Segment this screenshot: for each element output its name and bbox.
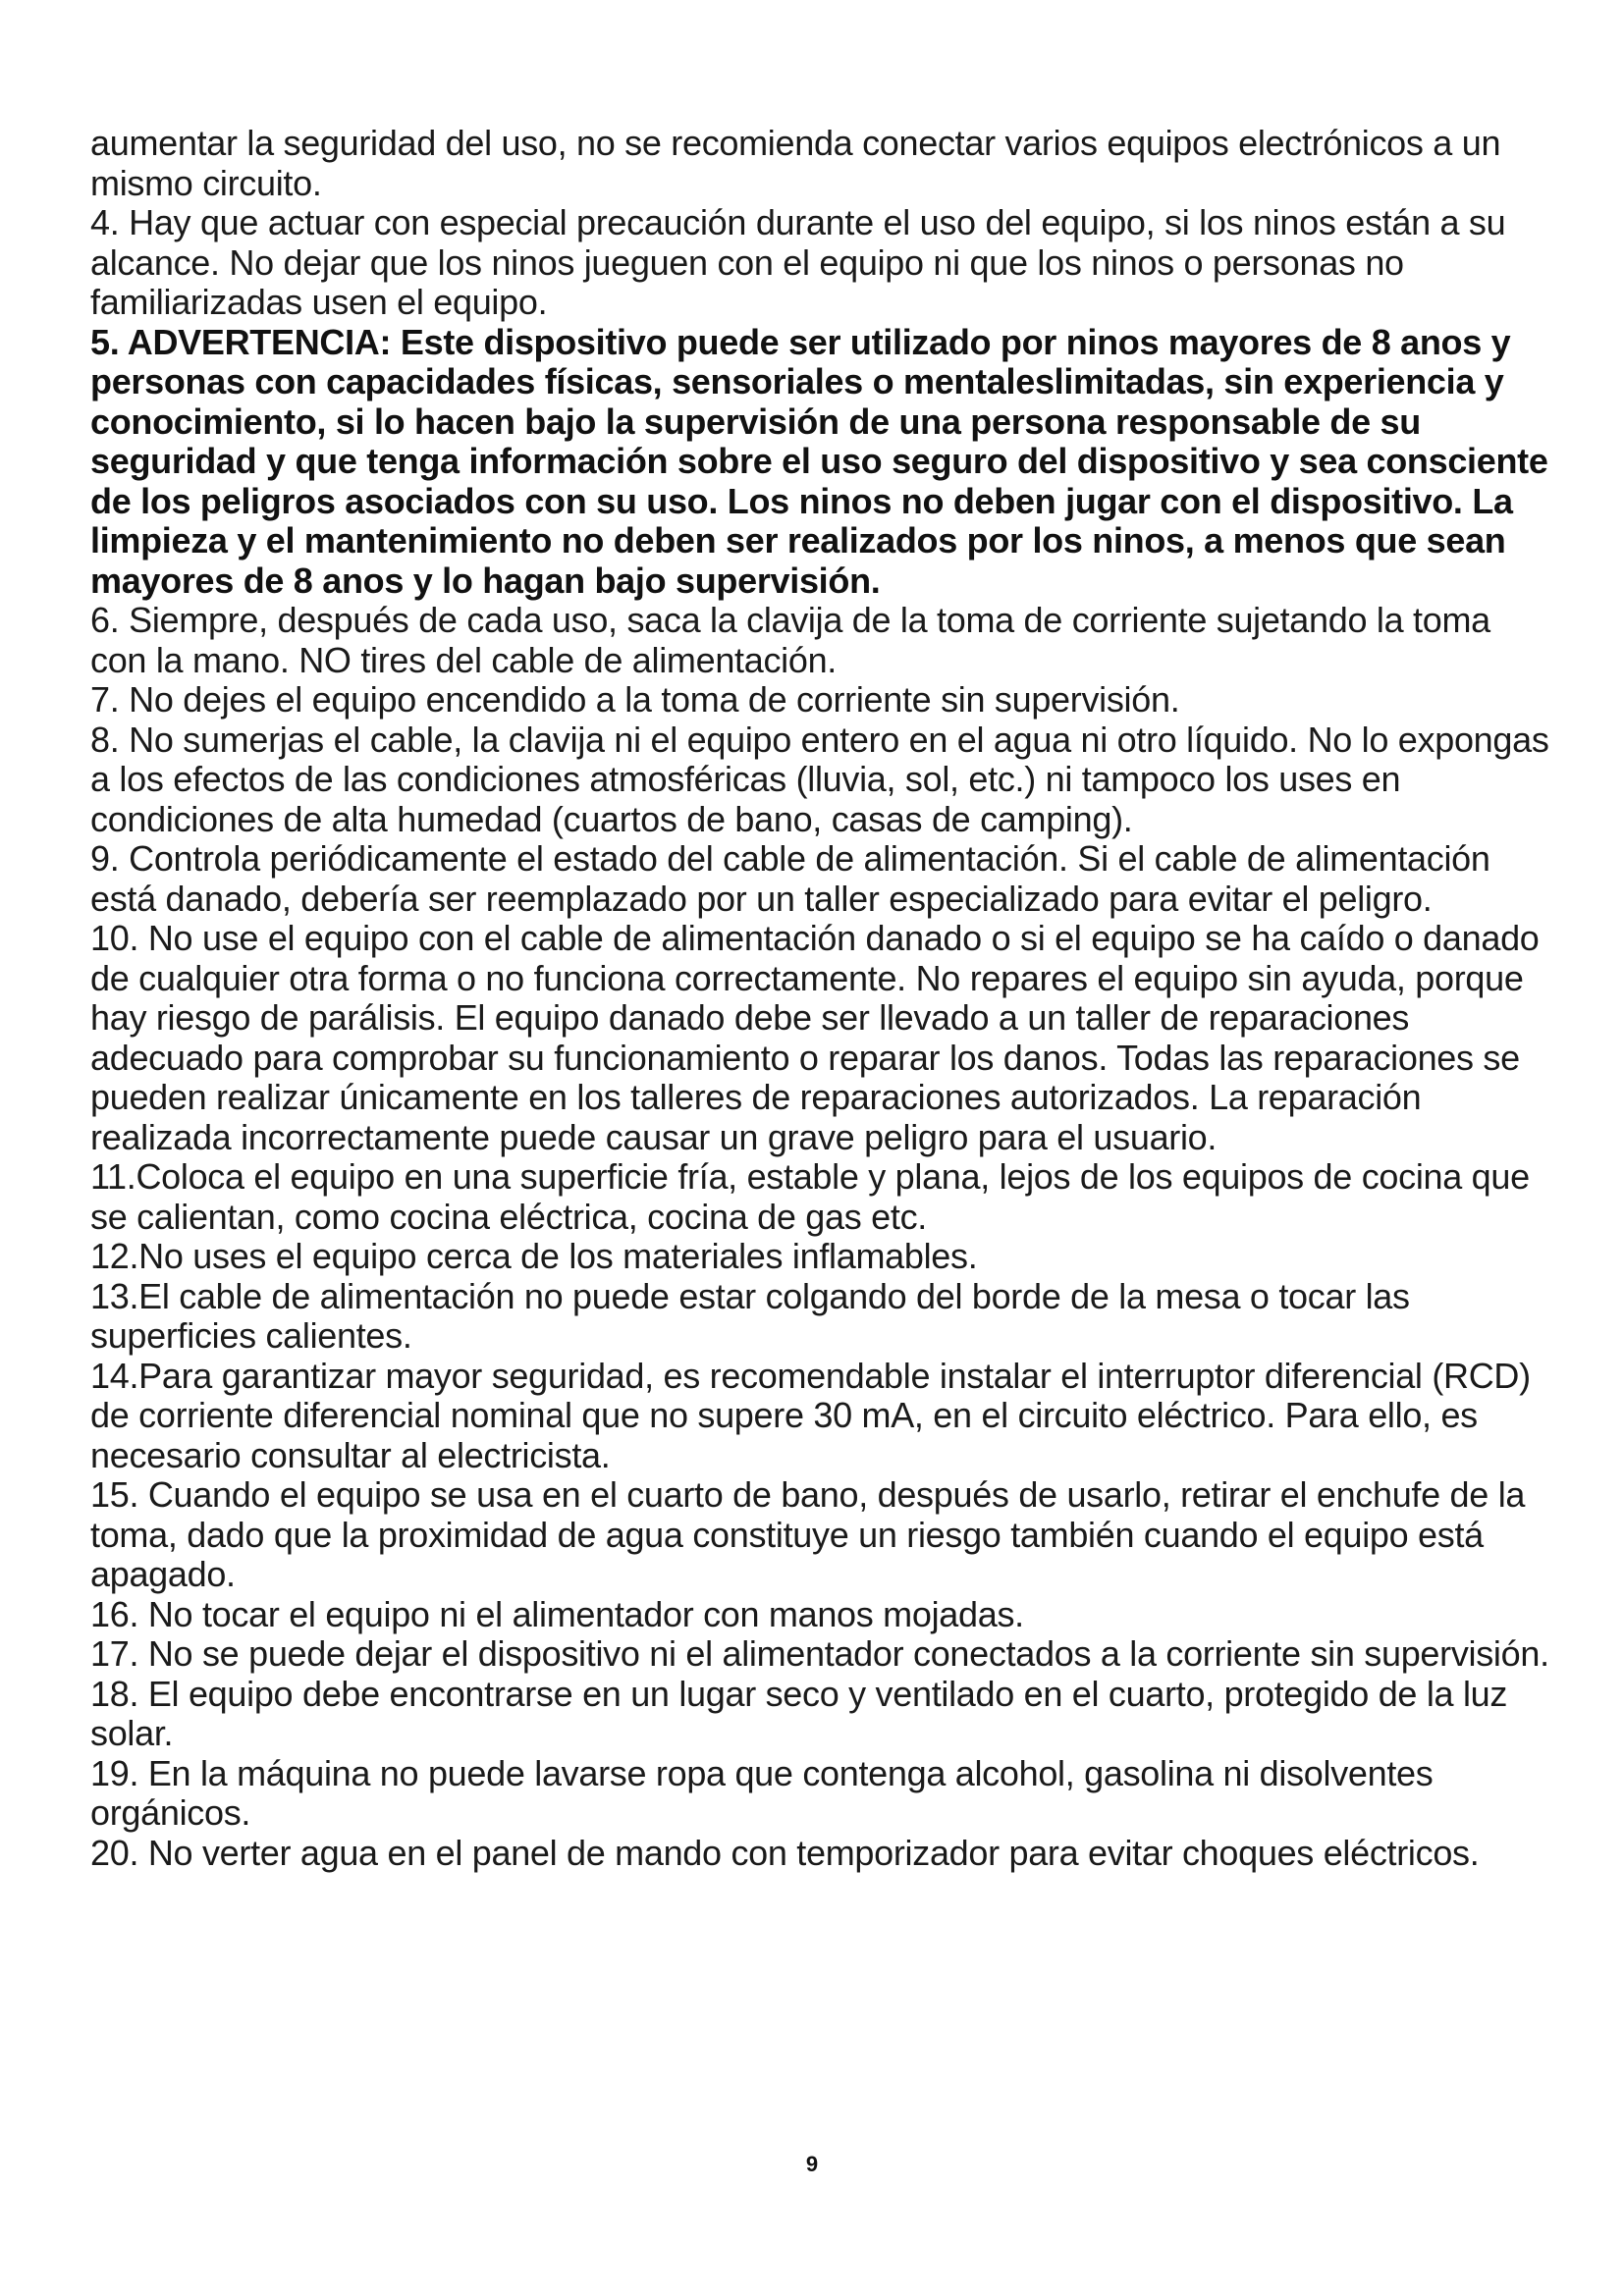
paragraph-item-16: 16. No tocar el equipo ni el alimentador con manos mojadas.	[90, 1593, 1024, 1634]
document-body	[90, 124, 1553, 1873]
page-number: 9	[805, 2152, 819, 2176]
paragraph-item-15: 15. Cuando el equipo se usa en el cuarto de bano, después de usarlo, retirar el enchufe de la toma, dado que la proximidad de agua constituye un riesgo también cuando el equipo está apagado.	[90, 1474, 1526, 1594]
paragraph-item-20: 20. No verter agua en el panel de mando con temporizador para evitar choques eléctricos.	[90, 1832, 1480, 1873]
paragraph-item-6: 6. Siempre, después de cada uso, saca la clavija de la toma de corriente sujetando la toma con la mano. NO tires del cable de alimentación.	[90, 600, 1490, 680]
paragraph-item-10: 10. No use el equipo con el cable de alimentación danado o si el equipo se ha caído o danado de cualquier otra forma o no funciona correctamente. No repares el equipo sin ayuda, porque hay riesgo de parálisis. El equipo danado debe ser llevado a un taller de reparaciones adecuado para comprobar su funcionamiento o reparar los danos. Todas las reparaciones se pueden realizar únicamente en los talleres de reparaciones autorizados. La reparación realizada incorrectamente puede causar un grave peligro para el usuario.	[90, 918, 1540, 1157]
paragraph-item-19: 19. En la máquina no puede lavarse ropa que contenga alcohol, gasolina ni disolventes orgánicos.	[90, 1752, 1434, 1833]
paragraph-item-12: 12.No uses el equipo cerca de los materiales inflamables.	[90, 1236, 978, 1276]
paragraph-item-9: 9. Controla periódicamente el estado del cable de alimentación. Si el cable de alimentación está danado, debería ser reemplazado por un taller especializado para evitar el peligro.	[90, 838, 1490, 919]
paragraph-item-14: 14.Para garantizar mayor seguridad, es recomendable instalar el interruptor diferencial (RCD) de corriente diferencial nominal que no supere 30 mA, en el circuito eléctrico. Para ello, es necesario consultar al electricista.	[90, 1355, 1531, 1475]
paragraph-item-17: 17. No se puede dejar el dispositivo ni el alimentador conectados a la corriente sin supervisión.	[90, 1633, 1549, 1674]
paragraph-item-5-warning: 5. ADVERTENCIA: Este dispositivo puede ser utilizado por ninos mayores de 8 anos y personas con capacidades físicas, sensoriales o mentaleslimitadas, sin experiencia y conocimiento, si lo hacen bajo la supervisión de una persona responsable de su seguridad y que tenga información sobre el uso seguro del dispositivo y sea consciente de los peligros asociados con su uso. Los ninos no deben jugar con el dispositivo. La limpieza y el mantenimiento no deben ser realizados por los ninos, a menos que sean mayores de 8 anos y lo hagan bajo supervisión.	[90, 321, 1548, 601]
paragraph-item-8: 8. No sumerjas el cable, la clavija ni el equipo entero en el agua ni otro líquido. No lo expongas a los efectos de las condiciones atmosféricas (lluvia, sol, etc.) ni tampoco los uses en condiciones de alta humedad (cuartos de bano, casas de camping).	[90, 719, 1549, 839]
paragraph-item-7: 7. No dejes el equipo encendido a la toma de corriente sin supervisión.	[90, 679, 1180, 720]
paragraph-item-4: 4. Hay que actuar con especial precaución durante el uso del equipo, si los ninos están a su alcance. No dejar que los ninos jueguen con el equipo ni que los ninos o personas no familiarizadas usen el equipo.	[90, 202, 1506, 322]
paragraph-item-11: 11.Coloca el equipo en una superficie fría, estable y plana, lejos de los equipos de cocina que se calientan, como cocina eléctrica, cocina de gas etc.	[90, 1156, 1530, 1237]
paragraph-continuation: aumentar la seguridad del uso, no se recomienda conectar varios equipos electrónicos a un mismo circuito.	[90, 123, 1501, 203]
paragraph-item-13: 13.El cable de alimentación no puede estar colgando del borde de la mesa o tocar las superficies calientes.	[90, 1275, 1410, 1356]
paragraph-item-18: 18. El equipo debe encontrarse en un lugar seco y ventilado en el cuarto, protegido de la luz solar.	[90, 1673, 1508, 1753]
